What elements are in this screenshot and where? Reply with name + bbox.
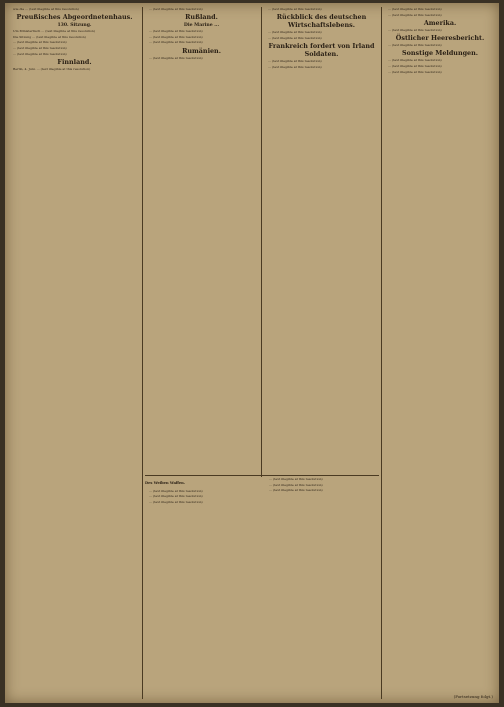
section-heading: Sonstige Meldungen.: [402, 49, 478, 58]
article-paragraph: ... (text illegible at this resolution): [269, 482, 323, 487]
article-paragraph: ... (text illegible at this resolution): [269, 488, 323, 493]
article-paragraph: ... (text illegible at this resolution): [149, 40, 203, 45]
continuation-note: (Fortsetzung folgt.): [453, 694, 493, 699]
section-heading: Rumänien.: [182, 46, 221, 55]
section-subheading: Die Marine ...: [183, 22, 220, 28]
article-paragraph: ... (text illegible at this resolution): [13, 51, 67, 56]
article-paragraph: wie die ... (text illegible at this resolution): [13, 7, 79, 11]
column-4: [384, 7, 496, 699]
article-paragraph: ... (text illegible at this resolution): [388, 64, 442, 69]
article-paragraph: ... (text illegible at this resolution): [268, 7, 322, 11]
section-heading: Des Weiben Waffen.: [145, 480, 186, 485]
article-paragraph: ... (text illegible at this resolution): [268, 35, 322, 40]
article-paragraph: ... (text illegible at this resolution): [149, 494, 203, 499]
article-paragraph: Berlin, 4. Juni. ... (text illegible at this resolution): [13, 66, 91, 71]
column-3: [264, 7, 379, 477]
article-paragraph: ... (text illegible at this resolution): [388, 12, 442, 17]
article-paragraph: Um Ministertisch ... (text illegible at this resolution): [13, 29, 95, 34]
column-2: [145, 7, 258, 477]
article-paragraph: ... (text illegible at this resolution): [149, 7, 203, 11]
article-paragraph: ... (text illegible at this resolution): [268, 59, 322, 64]
column-rule: [261, 7, 262, 477]
serial-story-left: [145, 477, 257, 699]
article-paragraph: ... (text illegible at this resolution): [149, 488, 203, 493]
article-paragraph: ... (text illegible at this resolution): [268, 30, 322, 35]
article-paragraph: ... (text illegible at this resolution): [388, 69, 442, 74]
article-paragraph: ... (text illegible at this resolution): [13, 46, 67, 51]
article-paragraph: ... (text illegible at this resolution): [149, 34, 203, 39]
article-paragraph: ... (text illegible at this resolution): [149, 29, 203, 34]
article-paragraph: ... (text illegible at this resolution): [149, 55, 203, 60]
feuilleton-divider: [145, 475, 379, 476]
section-heading: Rußland.: [185, 13, 218, 22]
article-paragraph: ... (text illegible at this resolution): [388, 27, 442, 32]
section-heading: Amerika.: [423, 18, 457, 27]
article-paragraph: ... (text illegible at this resolution): [149, 499, 203, 504]
article-paragraph: ... (text illegible at this resolution): [268, 64, 322, 69]
article-paragraph: Die Sitzung ... (text illegible at this resolution): [13, 34, 86, 39]
newspaper-page: [5, 3, 499, 703]
section-heading: Finnland.: [57, 57, 92, 66]
serial-story-right: [265, 477, 377, 699]
article-paragraph: ... (text illegible at this resolution): [269, 477, 323, 481]
column-rule: [142, 7, 143, 699]
section-heading: Rückblick des deutschen Wirtschaftslebens.: [276, 13, 367, 30]
article-paragraph: ... (text illegible at this resolution): [13, 40, 67, 45]
section-heading: Frankreich fordert von Irland Soldaten.: [268, 42, 375, 59]
column-rule: [381, 7, 382, 699]
article-paragraph: ... (text illegible at this resolution): [388, 7, 442, 11]
article-paragraph: ... (text illegible at this resolution): [388, 58, 442, 63]
column-1: [9, 7, 140, 699]
section-subheading: 130. Sitzung.: [57, 22, 92, 28]
section-heading: Preußisches Abgeordnetenhaus.: [16, 13, 133, 22]
section-heading: Östlicher Heeresbericht.: [395, 34, 485, 43]
serial-story: [145, 477, 379, 699]
article-paragraph: ... (text illegible at this resolution): [388, 43, 442, 48]
